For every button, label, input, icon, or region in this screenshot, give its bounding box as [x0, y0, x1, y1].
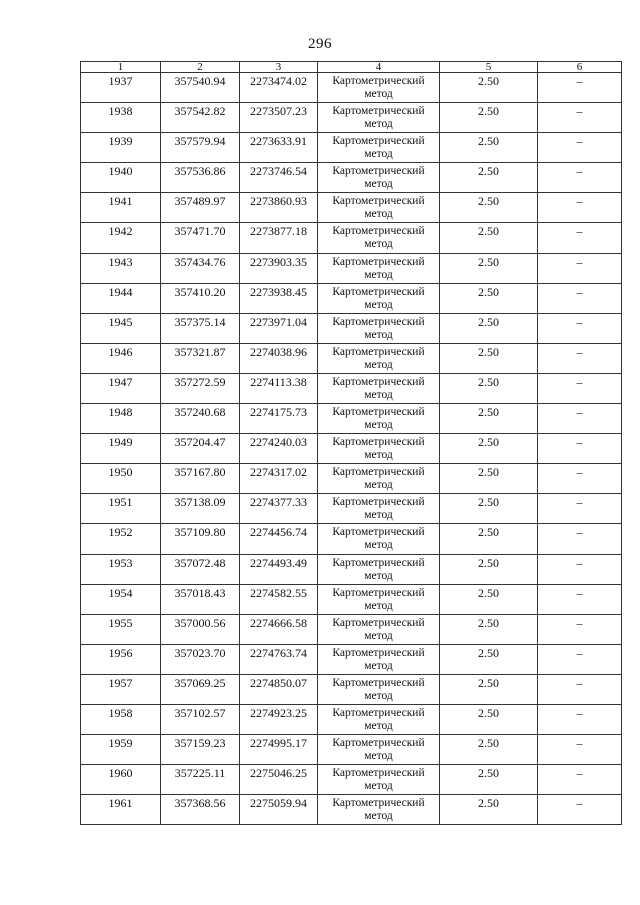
y-coordinate-cell: 2274850.07 [240, 674, 318, 704]
note-cell: – [538, 735, 622, 765]
x-coordinate-cell: 357225.11 [161, 765, 240, 795]
method-cell: Картометрический метод [318, 193, 440, 223]
accuracy-cell: 2.50 [440, 223, 538, 253]
y-coordinate-cell: 2273877.18 [240, 223, 318, 253]
x-coordinate-cell: 357138.09 [161, 494, 240, 524]
table-row [81, 584, 622, 614]
x-coordinate-cell: 357023.70 [161, 644, 240, 674]
method-cell: Картометрический метод [318, 223, 440, 253]
accuracy-cell: 2.50 [440, 193, 538, 223]
point-number-cell: 1938 [81, 103, 161, 133]
table-row [81, 404, 622, 434]
table-row [81, 73, 622, 103]
table-row [81, 283, 622, 313]
point-number-cell: 1957 [81, 674, 161, 704]
accuracy-cell: 2.50 [440, 584, 538, 614]
method-cell: Картометрический метод [318, 795, 440, 825]
method-cell: Картометрический метод [318, 765, 440, 795]
method-cell: Картометрический метод [318, 584, 440, 614]
accuracy-cell: 2.50 [440, 554, 538, 584]
y-coordinate-cell: 2274995.17 [240, 735, 318, 765]
point-number-cell: 1937 [81, 73, 161, 103]
method-cell: Картометрический метод [318, 674, 440, 704]
point-number-cell: 1953 [81, 554, 161, 584]
method-cell: Картометрический метод [318, 644, 440, 674]
point-number-cell: 1941 [81, 193, 161, 223]
table-row [81, 704, 622, 734]
accuracy-cell: 2.50 [440, 674, 538, 704]
x-coordinate-cell: 357072.48 [161, 554, 240, 584]
accuracy-cell: 2.50 [440, 283, 538, 313]
column-header-1: 1 [81, 62, 161, 73]
method-cell: Картометрический метод [318, 464, 440, 494]
table-row [81, 644, 622, 674]
method-cell: Картометрический метод [318, 704, 440, 734]
accuracy-cell: 2.50 [440, 735, 538, 765]
accuracy-cell: 2.50 [440, 704, 538, 734]
note-cell: – [538, 554, 622, 584]
table-row [81, 193, 622, 223]
method-cell: Картометрический метод [318, 434, 440, 464]
y-coordinate-cell: 2273860.93 [240, 193, 318, 223]
x-coordinate-cell: 357410.20 [161, 283, 240, 313]
point-number-cell: 1959 [81, 735, 161, 765]
point-number-cell: 1947 [81, 373, 161, 403]
point-number-cell: 1960 [81, 765, 161, 795]
table-row [81, 554, 622, 584]
y-coordinate-cell: 2274923.25 [240, 704, 318, 734]
y-coordinate-cell: 2273633.91 [240, 133, 318, 163]
note-cell: – [538, 253, 622, 283]
column-header-3: 3 [240, 62, 318, 73]
note-cell: – [538, 193, 622, 223]
table-row [81, 494, 622, 524]
x-coordinate-cell: 357540.94 [161, 73, 240, 103]
x-coordinate-cell: 357000.56 [161, 614, 240, 644]
accuracy-cell: 2.50 [440, 373, 538, 403]
accuracy-cell: 2.50 [440, 73, 538, 103]
x-coordinate-cell: 357102.57 [161, 704, 240, 734]
note-cell: – [538, 494, 622, 524]
note-cell: – [538, 584, 622, 614]
note-cell: – [538, 313, 622, 343]
note-cell: – [538, 283, 622, 313]
page-number: 296 [308, 36, 332, 52]
point-number-cell: 1942 [81, 223, 161, 253]
method-cell: Картометрический метод [318, 404, 440, 434]
point-number-cell: 1946 [81, 343, 161, 373]
method-cell: Картометрический метод [318, 614, 440, 644]
note-cell: – [538, 674, 622, 704]
method-cell: Картометрический метод [318, 133, 440, 163]
x-coordinate-cell: 357368.56 [161, 795, 240, 825]
x-coordinate-cell: 357579.94 [161, 133, 240, 163]
accuracy-cell: 2.50 [440, 313, 538, 343]
note-cell: – [538, 644, 622, 674]
table-row [81, 735, 622, 765]
y-coordinate-cell: 2273971.04 [240, 313, 318, 343]
y-coordinate-cell: 2274175.73 [240, 404, 318, 434]
point-number-cell: 1945 [81, 313, 161, 343]
point-number-cell: 1943 [81, 253, 161, 283]
x-coordinate-cell: 357167.80 [161, 464, 240, 494]
x-coordinate-cell: 357489.97 [161, 193, 240, 223]
y-coordinate-cell: 2273507.23 [240, 103, 318, 133]
y-coordinate-cell: 2274493.49 [240, 554, 318, 584]
y-coordinate-cell: 2274666.58 [240, 614, 318, 644]
table-row [81, 464, 622, 494]
table-row [81, 434, 622, 464]
table-row [81, 223, 622, 253]
point-number-cell: 1940 [81, 163, 161, 193]
note-cell: – [538, 373, 622, 403]
accuracy-cell: 2.50 [440, 163, 538, 193]
y-coordinate-cell: 2274240.03 [240, 434, 318, 464]
coordinates-table [80, 61, 622, 825]
method-cell: Картометрический метод [318, 373, 440, 403]
x-coordinate-cell: 357375.14 [161, 313, 240, 343]
point-number-cell: 1939 [81, 133, 161, 163]
point-number-cell: 1950 [81, 464, 161, 494]
header-row [81, 62, 622, 73]
accuracy-cell: 2.50 [440, 133, 538, 163]
point-number-cell: 1952 [81, 524, 161, 554]
table-row [81, 795, 622, 825]
y-coordinate-cell: 2274456.74 [240, 524, 318, 554]
accuracy-cell: 2.50 [440, 644, 538, 674]
note-cell: – [538, 765, 622, 795]
x-coordinate-cell: 357159.23 [161, 735, 240, 765]
table-row [81, 674, 622, 704]
method-cell: Картометрический метод [318, 735, 440, 765]
x-coordinate-cell: 357542.82 [161, 103, 240, 133]
accuracy-cell: 2.50 [440, 795, 538, 825]
method-cell: Картометрический метод [318, 103, 440, 133]
y-coordinate-cell: 2275059.94 [240, 795, 318, 825]
table-row [81, 313, 622, 343]
accuracy-cell: 2.50 [440, 404, 538, 434]
x-coordinate-cell: 357069.25 [161, 674, 240, 704]
method-cell: Картометрический метод [318, 343, 440, 373]
method-cell: Картометрический метод [318, 253, 440, 283]
method-cell: Картометрический метод [318, 283, 440, 313]
x-coordinate-cell: 357272.59 [161, 373, 240, 403]
point-number-cell: 1951 [81, 494, 161, 524]
point-number-cell: 1961 [81, 795, 161, 825]
y-coordinate-cell: 2273474.02 [240, 73, 318, 103]
accuracy-cell: 2.50 [440, 765, 538, 795]
table-row [81, 765, 622, 795]
table-row [81, 103, 622, 133]
x-coordinate-cell: 357536.86 [161, 163, 240, 193]
note-cell: – [538, 223, 622, 253]
y-coordinate-cell: 2274038.96 [240, 343, 318, 373]
accuracy-cell: 2.50 [440, 524, 538, 554]
x-coordinate-cell: 357321.87 [161, 343, 240, 373]
y-coordinate-cell: 2274317.02 [240, 464, 318, 494]
y-coordinate-cell: 2273903.35 [240, 253, 318, 283]
column-header-5: 5 [440, 62, 538, 73]
note-cell: – [538, 163, 622, 193]
note-cell: – [538, 404, 622, 434]
method-cell: Картометрический метод [318, 554, 440, 584]
y-coordinate-cell: 2274113.38 [240, 373, 318, 403]
note-cell: – [538, 704, 622, 734]
method-cell: Картометрический метод [318, 313, 440, 343]
accuracy-cell: 2.50 [440, 494, 538, 524]
point-number-cell: 1944 [81, 283, 161, 313]
x-coordinate-cell: 357018.43 [161, 584, 240, 614]
table-row [81, 343, 622, 373]
method-cell: Картометрический метод [318, 524, 440, 554]
point-number-cell: 1955 [81, 614, 161, 644]
table-row [81, 524, 622, 554]
accuracy-cell: 2.50 [440, 103, 538, 133]
accuracy-cell: 2.50 [440, 343, 538, 373]
accuracy-cell: 2.50 [440, 614, 538, 644]
accuracy-cell: 2.50 [440, 464, 538, 494]
column-header-6: 6 [538, 62, 622, 73]
note-cell: – [538, 795, 622, 825]
point-number-cell: 1958 [81, 704, 161, 734]
point-number-cell: 1949 [81, 434, 161, 464]
y-coordinate-cell: 2275046.25 [240, 765, 318, 795]
note-cell: – [538, 103, 622, 133]
point-number-cell: 1956 [81, 644, 161, 674]
accuracy-cell: 2.50 [440, 434, 538, 464]
note-cell: – [538, 464, 622, 494]
x-coordinate-cell: 357240.68 [161, 404, 240, 434]
note-cell: – [538, 133, 622, 163]
point-number-cell: 1948 [81, 404, 161, 434]
point-number-cell: 1954 [81, 584, 161, 614]
note-cell: – [538, 343, 622, 373]
method-cell: Картометрический метод [318, 494, 440, 524]
note-cell: – [538, 73, 622, 103]
y-coordinate-cell: 2274377.33 [240, 494, 318, 524]
column-header-4: 4 [318, 62, 440, 73]
table-row [81, 373, 622, 403]
table-header [81, 62, 622, 73]
y-coordinate-cell: 2274763.74 [240, 644, 318, 674]
accuracy-cell: 2.50 [440, 253, 538, 283]
table-body [81, 73, 622, 825]
y-coordinate-cell: 2273746.54 [240, 163, 318, 193]
x-coordinate-cell: 357434.76 [161, 253, 240, 283]
note-cell: – [538, 524, 622, 554]
note-cell: – [538, 614, 622, 644]
x-coordinate-cell: 357471.70 [161, 223, 240, 253]
x-coordinate-cell: 357204.47 [161, 434, 240, 464]
table-row [81, 253, 622, 283]
x-coordinate-cell: 357109.80 [161, 524, 240, 554]
y-coordinate-cell: 2274582.55 [240, 584, 318, 614]
table-row [81, 614, 622, 644]
y-coordinate-cell: 2273938.45 [240, 283, 318, 313]
method-cell: Картометрический метод [318, 73, 440, 103]
method-cell: Картометрический метод [318, 163, 440, 193]
table-row [81, 163, 622, 193]
table-row [81, 133, 622, 163]
column-header-2: 2 [161, 62, 240, 73]
note-cell: – [538, 434, 622, 464]
